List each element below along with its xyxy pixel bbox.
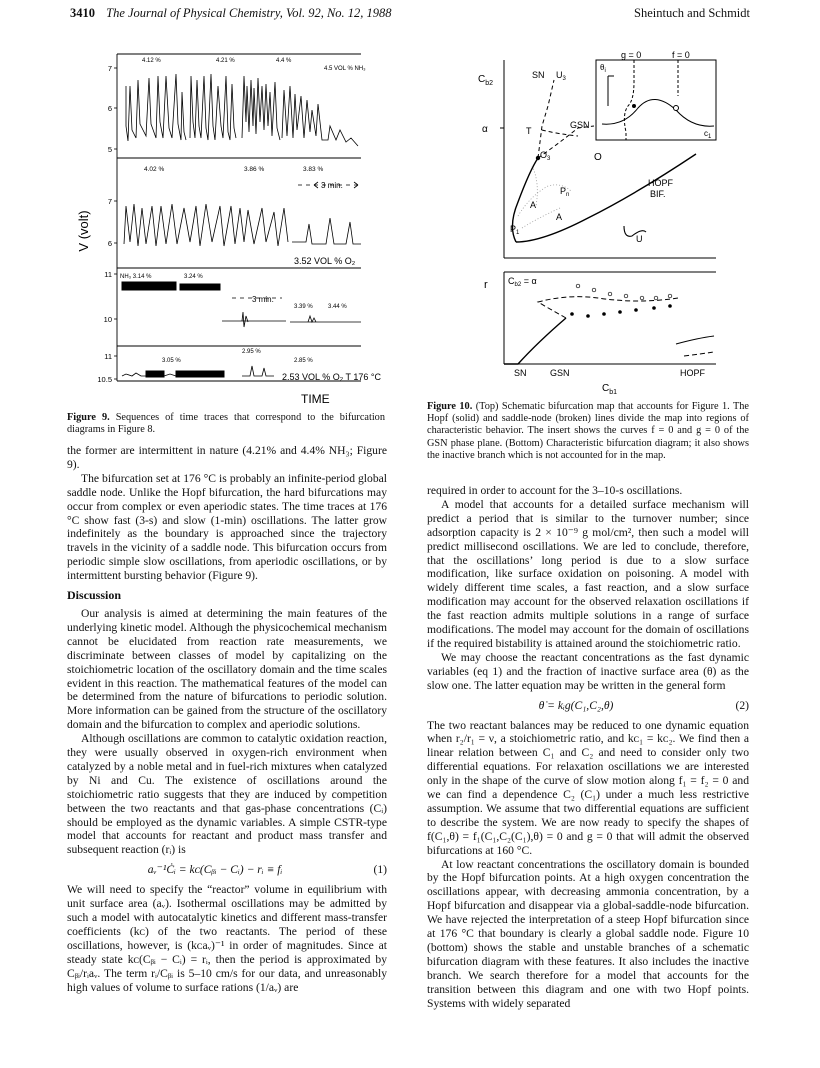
p2-label-a: 4.02 % [144,166,165,173]
p2-label-c: 3.83 % [303,166,324,173]
c1-label: $c_1$ [704,129,712,140]
p2-scale: 3 min. [321,181,343,190]
gsn-label: GSN [570,120,590,130]
cb2-eq-label: $C_{b2} = \alpha$ [508,276,537,288]
p1-condition: 4.5 VOL % NH₃ [324,66,366,72]
running-header [70,6,750,26]
u3-label: $U_3$ [556,70,566,82]
p1-ytick-6: 6 [107,104,112,113]
equation-2-number: (2) [735,698,749,712]
figure-9-caption-text: Sequences of time traces that correspond to the bifurcation diagrams in Figure 8. [67,412,385,436]
equation-2 [427,699,749,713]
a-label-2: A [556,212,563,222]
equation-1-body: aᵥ⁻¹Ċᵢ = kᴄ(Cᵦᵢ − Cᵢ) − rᵢ ≡ fᵢ [147,863,283,877]
p3-label-c: 3.39 % [294,304,313,310]
author-names: Sheintuch and Schmidt [634,6,750,20]
p3-ytick-10: 10 [103,315,112,324]
gsn-axis-label: GSN [550,368,570,378]
p2-condition: 3.52 VOL % O₂ [294,256,356,266]
figure-10-caption-text: (Top) Schematic bifurcation map that accounts for Figure 1. The Hopf (solid) and saddle-node (broken) lines divide the map into regions of characteristic behavior. The insert shows the curves f = 0 and g = 0 of the GSN phase plane. (Bottom) Characteristic bifurcation diagram; it also shows the inactive branch which is not accounted for in the map. [427,401,749,461]
p3-label-a: NH₃ 3.14 % [120,274,152,280]
figure-9-caption [67,412,385,436]
o3-label: $O_3$ [540,150,551,162]
p3-ytick-11: 11 [104,270,112,279]
equation-1 [67,863,387,877]
p4-label-b: 2.95 % [242,349,261,355]
p3-label-d: 3.44 % [328,304,347,310]
p1-ytick-5: 5 [107,145,112,154]
r-label: r [484,279,488,291]
alpha-label: α [482,124,488,135]
p2-label-b: 3.86 % [244,166,265,173]
p1-ytick-7: 7 [107,64,112,73]
f0-label: f = 0 [672,50,690,60]
paragraph: The bifurcation set at 176 °C is probably an infinite-period global saddle node. Unlike the Hopf bifurcation, the hard bifurcations may occur from complex or even aperiodic states. The time traces at 176 °C show fast (3-s) and slow (1-min) oscillations. The latter grow indefinitely as the boundary is approached since the trajectory travels in the vicinity of a saddle node. This bifurcation occurs from periodic simple slow oscillations, from aperiodic oscillations, or by intermittent bursting behavior (Figure 9). [67,471,387,583]
journal-title: The Journal of Physical Chemistry, Vol. 92, No. 12, 1988 [106,6,392,20]
x-axis-label: TIME [301,392,330,406]
sn-label: SN [532,70,545,80]
cb1-label: $C_{b1}$ [602,383,618,396]
p4-ytick-105: 10.5 [97,375,112,384]
p2-ytick-6: 6 [107,239,112,248]
figure-10-label: Figure 10. [427,401,473,412]
p3-scale: 3 min. [252,295,274,304]
paragraph: the former are intermittent in nature (4.21% and 4.4% NH₃; Figure 9). [67,444,387,471]
paragraph: Although oscillations are common to catalytic oxidation reaction, they were usually observed in oxygen-rich environment when catalyzed by a noble metal and in fuel-rich mixtures when catalyzed by Ni and Cu. The existence of oscillations around the stoichiometric ratio suggests that they are induced by competition between the two reactants and that gas-phase concentrations (Cᵢ) should be employed as the dynamic variables. A simple CSTR-type model that accounts for reactant and product mass transfer and subsequent reaction (rᵢ) is [67,732,387,857]
p1-label-c: 4.4 % [276,58,292,64]
p1-label: $P_1$ [510,224,520,236]
hopf-axis-label: HOPF [680,368,706,378]
page-number: 3410 [70,6,95,20]
equation-2-body: θ̇ = kᵢg(C₁,C₂,θ) [538,698,614,712]
sn-axis-label: SN [514,368,527,378]
cb2-label: $C_{b2}$ [478,74,494,87]
hopf-label-2: BIF. [650,189,666,199]
figure-9 [66,46,381,406]
right-column [427,484,749,1011]
p4-condition: 2.53 VOL % O₂ T 176 °C [282,372,381,382]
u-label: U [636,234,643,244]
panel2-trace [124,182,361,246]
hopf-label-1: HOPF [648,178,674,188]
panel4-trace [122,366,274,377]
paragraph: At low reactant concentrations the oscillatory domain is bounded by the Hopf bifurcation points. At a high oxygen concentration the oscillations appear, with decreasing ammonia concentration, by a Hopf bifurcation and disappear via a global-saddle-node bifurcation. We have rejected the interpretation of a steep Hopf bifurcation since at 176 °C that boundary is clearly a global saddle node. Figure 10 (bottom) shows the stable and unstable branches of a schematic bifurcation diagram with these features. It also includes the inactive branch. We search therefore for a model that accounts for the transition between this diagram and one with two Hopf points. Systems with widely separated [427,857,749,1010]
y-axis-label: V (volt) [76,210,91,252]
paragraph: required in order to account for the 3–10-s oscillations. [427,484,683,497]
paragraph: Our analysis is aimed at determining the main features of the underlying kinetic model. Although the physicochemical mechanism cannot be elucidated from reaction rate measurements, we discriminate between classes of model by capitalizing on the stoichiometric location of the oscillatory domain and the time scales evident in this reaction. The mathematical features of the model can be determined from the nature of bifurcations to periodic solution. More information can be gained from the structure of the oscillatory domain and the bifurcation to complex and aperiodic solutions. [67,606,387,732]
paragraph: We will need to specify the “reactor” volume in equilibrium with unit surface area (aᵥ). Isothermal oscillations may be admitted by such a model with autocatalytic kinetics and different mass-transfer coefficients (kᴄ) of the two reactants. The period of these oscillations, however, is (kᴄaᵥ)⁻¹ in order of magnitudes. Since at steady state kᴄ(Cᵦᵢ − Cᵢ) = rᵢ, then the period is approximated by Cᵦᵢ/rᵢaᵥ. The term rᵢ/Cᵦᵢ is 5–10 cm/s for our data, and unreasonably high values of volume to surface rations (1/aᵥ) are [67,883,387,994]
paragraph: A model that accounts for a detailed surface mechanism will predict a period that is similar to the turnover number; since adsorption capacity is 2 × 10⁻⁹ g mol/cm², then such a model will predict millisecond oscillations. We are led to conclude, therefore, that the oscillations’ long period is due to a slow surface modification, like surface oxidation on poisoning. A model with widely different time scales, a fast reaction, and a slow surface modification may account for the observed relaxation oscillations if the fast reaction admits multiple solutions in a range of surface modifications. The model may account for the domain of oscillations if the required bistability is attained around the stoichiometric ratio. [427,497,749,650]
panel3-trace [122,282,361,327]
p1-label-a: 4.12 % [142,58,161,64]
o-label: O [594,152,602,163]
left-column [67,444,387,994]
p1-label-b: 4.21 % [216,58,235,64]
theta-label: $\theta_i$ [600,63,606,74]
equation-1-number: (1) [373,863,387,877]
p4-label-c: 2.85 % [294,358,313,364]
p4-ytick-11: 11 [104,352,112,361]
figure-9-label: Figure 9. [67,412,110,423]
paragraph: The two reactant balances may be reduced to one dynamic equation when r₂/r₁ = ν, a stoichiometric ratio, and kᴄ₁ = kᴄ₂. We find then a linear relation between C₁ and C₂ and need to consider only two differential equations. For relaxation oscillations we are interested only in the shape of the curve of slow motion along f₁ = f₂ = 0 and we can find a dependence C₂ (C₁) under a much less restrictive assumption. We assume that two differential equations are sufficient to describe the system. We are now ready to specify the shapes of f(C₁,θ) = f₁(C₁,C₂(C₁),θ) = 0 and g = 0 that will admit the observed bifurcations at 160 °C. [427,718,749,857]
panel1-trace [126,74,358,146]
section-heading: Discussion [67,588,122,603]
figure-10-caption [427,401,749,462]
g0-label: g = 0 [621,50,642,60]
t-label: T [526,126,532,136]
figure-10 [478,46,728,394]
pn-label: $P_n$ [560,186,570,198]
a-label-1: A [530,200,537,210]
p4-label-a: 3.05 % [162,358,181,364]
p3-label-b: 3.24 % [184,274,203,280]
p2-ytick-7: 7 [107,197,112,206]
paragraph: We may choose the reactant concentrations as the fast dynamic variables (eq 1) and the fraction of inactive surface area (θ) as the slow one. The latter equation may be written in the general form [427,650,749,692]
